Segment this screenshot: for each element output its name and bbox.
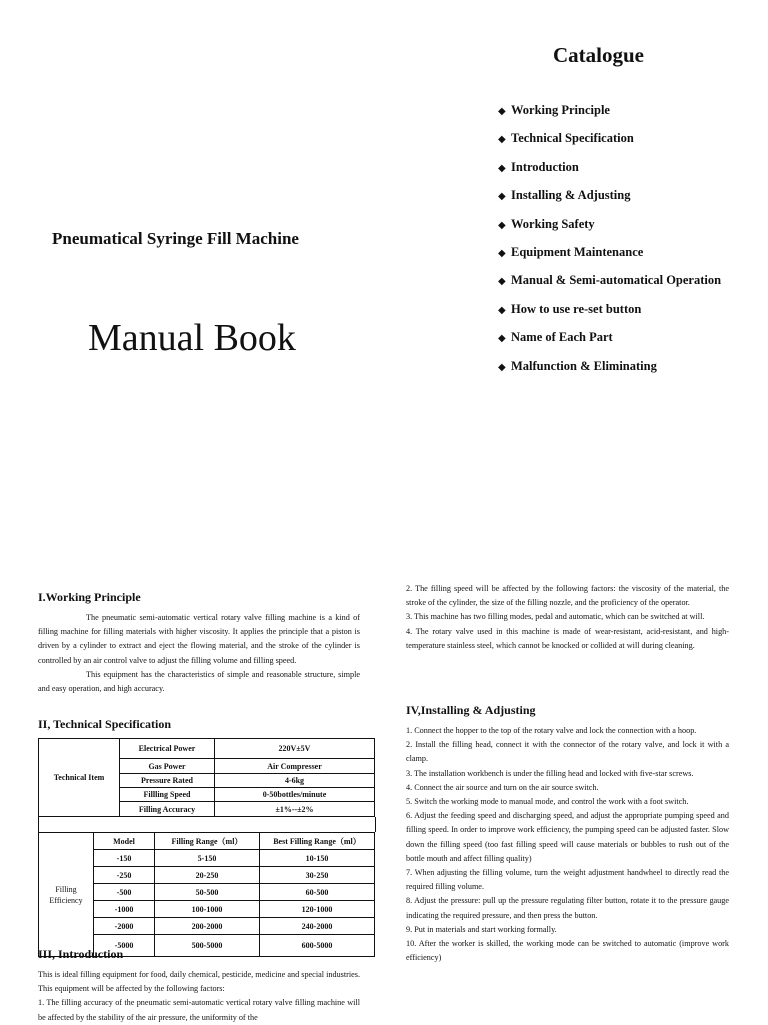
introduction-continued-text (406, 582, 729, 653)
diamond-bullet-icon: ◆ (498, 276, 506, 288)
diamond-bullet-icon: ◆ (498, 134, 506, 146)
list-item: 5. Switch the working mode to manual mode, and control the work with a foot switch. (406, 797, 689, 807)
catalogue-item[interactable]: ◆ Introduction (498, 159, 763, 187)
list-item: 8. Adjust the pressure: pull up the pressure regulating filter button, rotate it to the pressure gauge indicating the required pressure, and then press the button. (406, 896, 729, 920)
diamond-bullet-icon: ◆ (498, 106, 506, 117)
paragraph: 4. The rotary valve used in this machine is made of wear-resistant, acid-resistant, and high-temperature stainless steel, which cannot be knocked or collided at will during cleaning. (406, 626, 729, 650)
table-row: -5000 500-5000 600-5000 (39, 935, 375, 957)
spec-name: Electrical Power (120, 739, 215, 759)
cover-subtitle: Pneumatical Syringe Fill Machine (52, 229, 299, 248)
diamond-bullet-icon: ◆ (498, 333, 506, 345)
table-spacer-row (38, 817, 376, 832)
column-header: Filling Range（ml） (155, 833, 260, 850)
catalogue-item[interactable]: ◆ Malfunction & Eliminating (498, 358, 763, 386)
diamond-bullet-icon: ◆ (498, 219, 506, 231)
list-item: 4. Connect the air source and turn on the air source switch. (406, 782, 599, 792)
table-row: -2000 200-2000 240-2000 (39, 918, 375, 935)
column-header: Best Filling Range（ml） (260, 833, 375, 850)
spec-name: Pressure Rated (120, 774, 215, 788)
column-header: Model (94, 833, 155, 850)
spec-value: 220V±5V (215, 739, 375, 759)
paragraph: The pneumatic semi-automatic vertical rotary valve filling machine is a kind of filling machine for filling materials with higher viscosity. It applies the principle that a piston is driven by a cylinder to extract and eject the flowing material, and the stroke of the cylinder is controlled by an air control valve to adjust the filling volume and filling speed. (38, 613, 360, 665)
spec-value: Air Compresser (215, 759, 375, 774)
list-item: 10. After the worker is skilled, the working mode can be switched to automatic (improve work efficiency) (406, 939, 729, 963)
table-row: -250 20-250 30-250 (39, 867, 375, 884)
paragraph: 3. This machine has two filling modes, pedal and automatic, which can be switched at will. (406, 612, 705, 622)
spec-name: Fillling Speed (120, 788, 215, 802)
diamond-bullet-icon: ◆ (498, 247, 506, 259)
technical-item-label: Technical Item (39, 739, 120, 817)
diamond-bullet-icon: ◆ (498, 162, 506, 174)
spec-name: Gas Power (120, 759, 215, 774)
list-item: 6. Adjust the feeding speed and discharging speed, and adjust the appropriate pumping speed and filling speed. In order to improve work efficiency, the pumping speed can be adjusted faster. Slow down the filling speed (too fast filling speed will cause materials or bubbles to rush out of the bottle mouth and affect filling quality) (406, 811, 729, 863)
catalogue-item[interactable]: ◆ Installing & Adjusting (498, 187, 763, 215)
working-principle-text (38, 611, 360, 696)
catalogue-item[interactable]: ◆ Equipment Maintenance (498, 244, 763, 272)
filling-efficiency-label: Filling Efficiency (39, 833, 94, 957)
diamond-bullet-icon: ◆ (498, 191, 506, 203)
table-row: -500 50-500 60-500 (39, 884, 375, 901)
heading-technical-specification: II, Technical Specification (38, 717, 172, 731)
heading-installing-adjusting: IV,Installing & Adjusting (406, 703, 536, 717)
list-item: 1. Connect the hopper to the top of the rotary valve and lock the connection with a hoop. (406, 726, 697, 735)
paragraph: 2. The filling speed will be affected by the following factors: the viscosity of the material, the stroke of the cylinder, the size of the filling nozzle, and the proficiency of the operator. (406, 584, 729, 608)
paragraph: This is ideal filling equipment for food, daily chemical, pesticide, medicine and special industries. This equipment will be affected by the following factors: (38, 970, 360, 994)
diamond-bullet-icon: ◆ (498, 361, 506, 373)
catalogue-list (498, 102, 763, 386)
catalogue-item[interactable]: ◆ Technical Specification (498, 130, 763, 158)
catalogue-title: Catalogue (553, 43, 644, 67)
list-item: 2. Install the filling head, connect it with the connector of the rotary valve, and lock it with a clamp. (406, 740, 729, 764)
paragraph: 1. The filling accuracy of the pneumatic semi-automatic vertical rotary valve filling machine will be affected by the stability of the air pressure, the uniformity of the (38, 998, 360, 1022)
catalogue-item[interactable]: ◆ Working Principle (498, 102, 763, 130)
spec-name: Filling Accuracy (120, 802, 215, 817)
heading-introduction: III, Introduction (38, 947, 124, 961)
catalogue-item[interactable]: ◆ Working Safety (498, 216, 763, 244)
paragraph: This equipment has the characteristics of simple and reasonable structure, simple and easy operation, and high accuracy. (38, 669, 360, 694)
installing-adjusting-text (406, 724, 729, 965)
list-item: 9. Put in materials and start working formally. (406, 924, 557, 934)
introduction-text (38, 968, 360, 1025)
catalogue-item[interactable]: ◆ Name of Each Part (498, 329, 763, 357)
heading-working-principle: I.Working Principle (38, 590, 141, 604)
catalogue-item[interactable]: ◆ How to use re-set button (498, 301, 763, 329)
spec-value: 0-50bottles/minute (215, 788, 375, 802)
list-item: 3. The installation workbench is under the filling head and locked with five-star screws. (406, 768, 694, 778)
cover-title: Manual Book (88, 317, 296, 359)
spec-value: 4-6kg (215, 774, 375, 788)
catalogue-item[interactable]: ◆ Manual & Semi-automatical Operation (498, 272, 763, 300)
filling-efficiency-table (38, 832, 375, 957)
spec-value: ±1%--±2% (215, 802, 375, 817)
diamond-bullet-icon: ◆ (498, 304, 506, 316)
technical-item-table (38, 738, 375, 817)
table-row: -1000 100-1000 120-1000 (39, 901, 375, 918)
list-item: 7. When adjusting the filling volume, turn the weight adjustment handwheel to directly read the required filling volume. (406, 868, 729, 892)
table-row: -150 5-150 10-150 (39, 850, 375, 867)
